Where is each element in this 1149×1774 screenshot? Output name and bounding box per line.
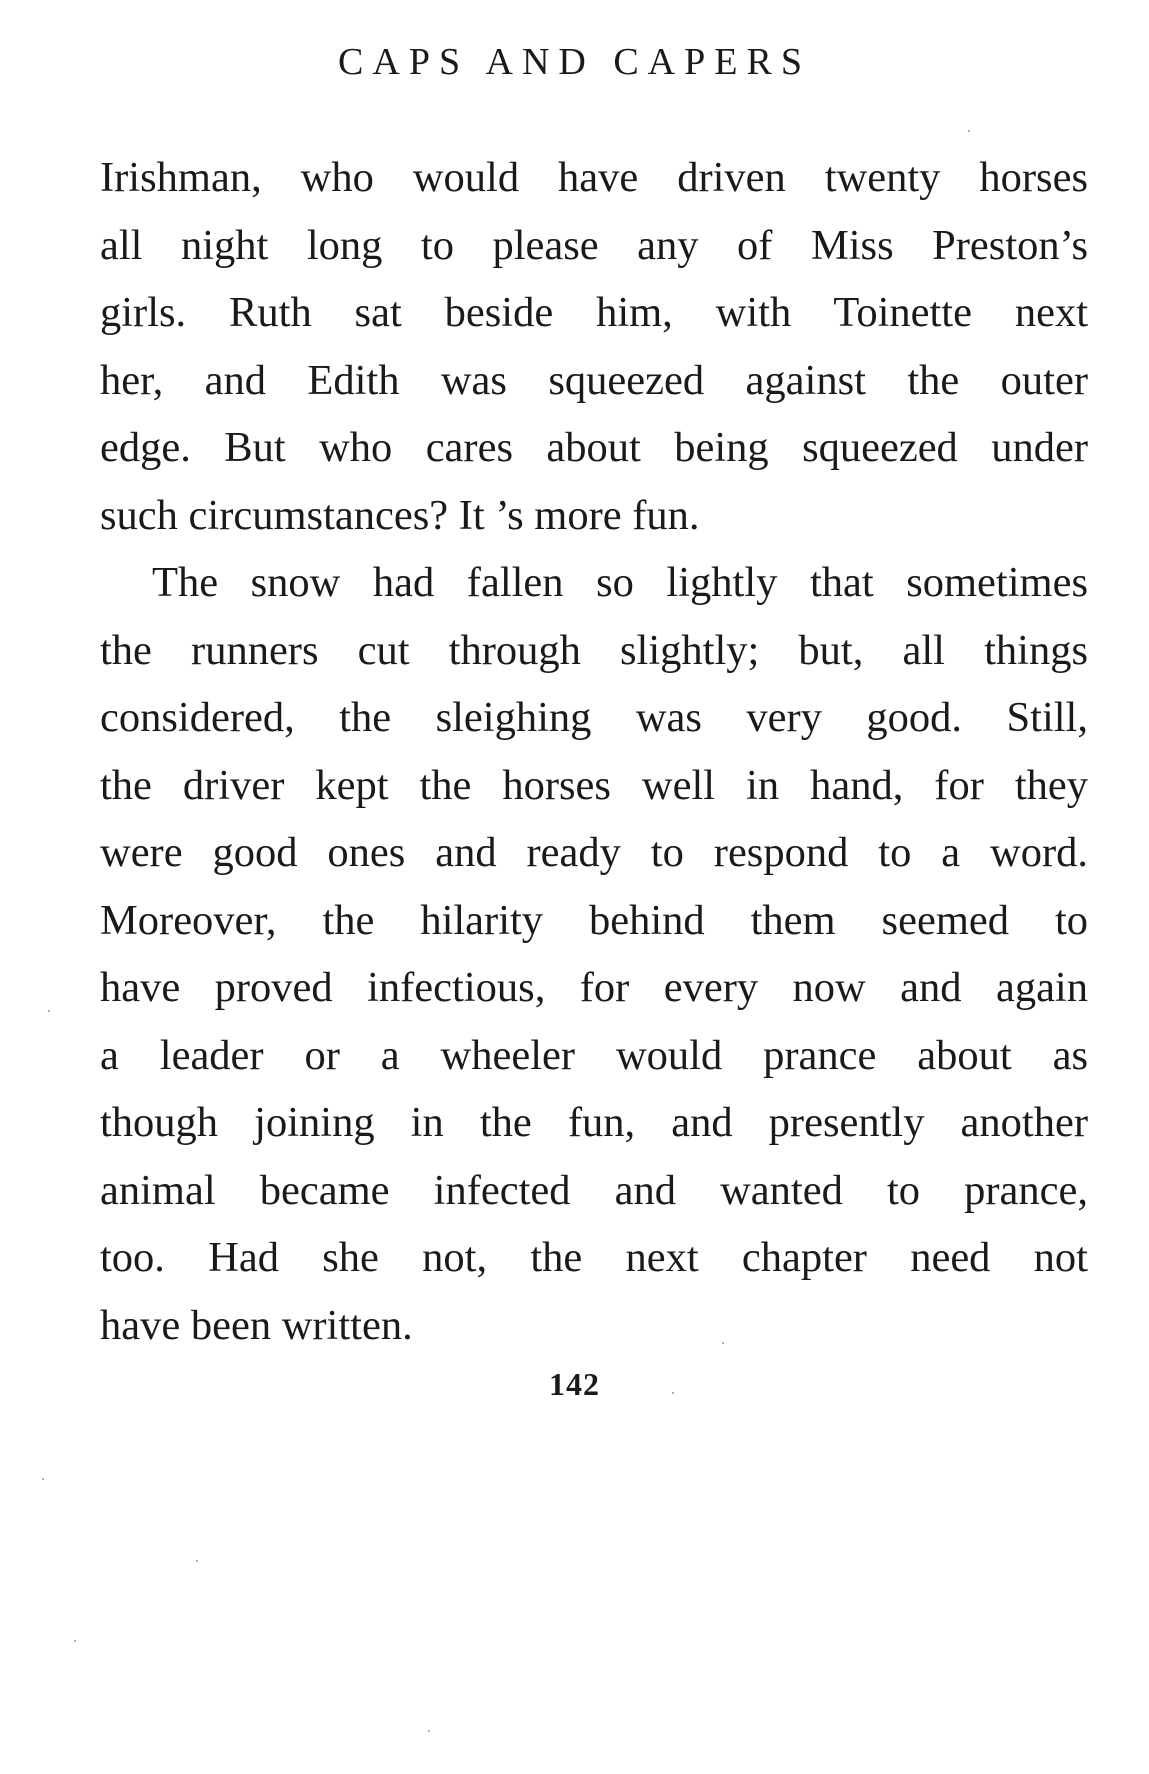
text-line: too. Had she not, the next chapter need not	[100, 1234, 1088, 1281]
text-line: girls. Ruth sat beside him, with Toinette next	[100, 289, 1088, 336]
text-line: all night long to please any of Miss Preston’s	[100, 221, 1088, 269]
text-line: Irishman, who would have driven twenty horses	[100, 154, 1088, 201]
paper-speck	[42, 1478, 44, 1480]
paper-speck	[968, 130, 970, 132]
text-line: the runners cut through slightly; but, all things	[100, 626, 1088, 674]
text-line: have proved infectious, for every now and again	[100, 964, 1088, 1011]
text-line: the driver kept the horses well in hand, for they	[100, 761, 1088, 809]
text-line: considered, the sleighing was very good. Still,	[100, 694, 1088, 741]
paper-speck	[722, 1342, 724, 1344]
text-line: animal became infected and wanted to prance,	[100, 1166, 1088, 1214]
body-text	[100, 144, 1088, 1359]
text-line: though joining in the fun, and presently another	[100, 1099, 1088, 1146]
text-line: were good ones and ready to respond to a word.	[100, 829, 1088, 876]
paper-speck	[74, 1640, 76, 1642]
text-line: have been written.	[100, 1301, 413, 1349]
text-line: a leader or a wheeler would prance about as	[100, 1031, 1088, 1079]
paragraph-first-line: The snow had fallen so lightly that sometimes	[152, 559, 1088, 606]
paper-speck	[428, 1730, 430, 1732]
text-line: her, and Edith was squeezed against the outer	[100, 356, 1088, 404]
paper-speck	[672, 1392, 674, 1394]
page-number: 142	[549, 1366, 600, 1402]
paper-speck	[48, 1010, 50, 1012]
text-line: such circumstances? It ’s more fun.	[100, 491, 700, 539]
text-line: edge. But who cares about being squeezed under	[100, 424, 1088, 471]
paper-speck	[196, 1560, 198, 1562]
text-line: Moreover, the hilarity behind them seemed to	[100, 896, 1088, 944]
running-head: CAPS AND CAPERS	[338, 41, 811, 83]
